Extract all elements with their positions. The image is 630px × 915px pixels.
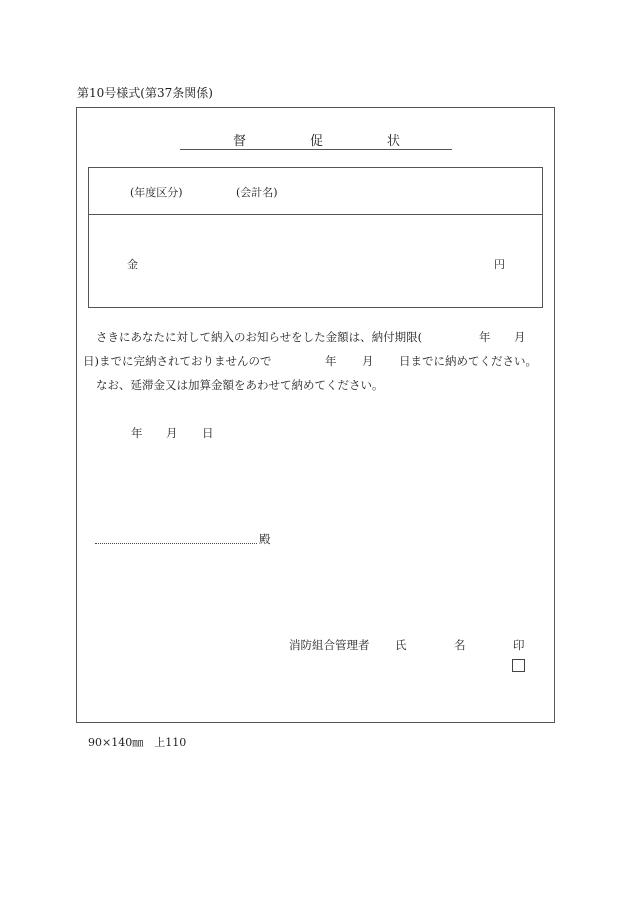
amount-prefix: 金	[127, 258, 138, 271]
title-underline	[180, 149, 452, 150]
title-char-1: 督	[233, 134, 247, 149]
body-line-3: なお、延滞金又は加算金額をあわせて納めてください。	[96, 378, 384, 392]
recipient-honorific: 殿	[259, 532, 271, 546]
fiscal-year-label: (年度区分)	[130, 186, 183, 199]
amount-unit: 円	[494, 258, 505, 271]
size-note: 90×140㎜ 上110	[88, 736, 187, 749]
recipient-dotted-line	[95, 543, 257, 544]
title-char-2: 促	[310, 134, 324, 149]
issuer-name-label-2: 名	[454, 638, 466, 652]
amount-box-divider	[88, 214, 543, 215]
date-day: 日	[202, 426, 214, 440]
seal-label: 印	[513, 638, 525, 652]
body-line-2-year: 年	[325, 354, 337, 368]
date-year: 年	[131, 426, 143, 440]
body-line-1: さきにあなたに対して納入のお知らせをした金額は、納付期限(	[96, 330, 423, 344]
account-name-label: (会計名)	[236, 186, 278, 199]
body-line-1-month: 月	[514, 330, 526, 344]
form-number-header: 第10号様式(第37条関係)	[77, 86, 213, 100]
issuer-name-label-1: 氏	[395, 638, 407, 652]
issuer-title: 消防組合管理者	[289, 638, 370, 652]
date-month: 月	[166, 426, 178, 440]
body-line-1-year: 年	[479, 330, 491, 344]
seal-box	[512, 659, 525, 672]
body-line-2-end: 日までに納めてください。	[399, 354, 537, 368]
body-line-2-month: 月	[362, 354, 374, 368]
title-char-3: 状	[387, 134, 401, 149]
body-line-2-start: 日)までに完納されておりませんので	[83, 354, 272, 368]
